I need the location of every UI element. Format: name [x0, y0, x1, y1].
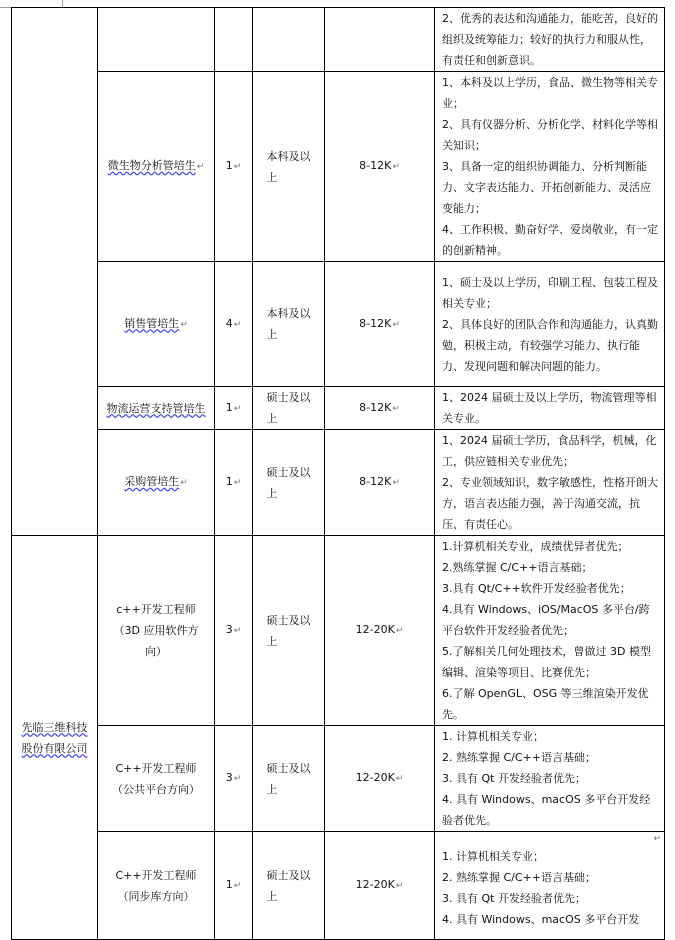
- requirement-item: 4. 具有 Windows、macOS 多平台开发: [442, 913, 640, 926]
- requirement-item: 3、具备一定的组织协调能力、分析判断能力、文字表达能力、开拓创新能力、灵活应变能力；: [442, 160, 651, 215]
- requirement-item: 2.熟练掌握 C/C++语言基础；: [442, 561, 593, 574]
- count-cell: 1↵: [215, 387, 253, 430]
- requirement-item: 6.了解 OpenGL、OSG 等三维渲染开发优先。: [442, 687, 649, 721]
- cell-end-mark: ↵: [653, 834, 661, 844]
- education-cell: [253, 726, 325, 832]
- salary-cell: 8-12K↵: [325, 430, 435, 536]
- headcount: 1: [225, 878, 233, 891]
- count-cell: 1↵: [215, 832, 253, 940]
- requirements-list: [435, 536, 664, 725]
- headcount: 1: [225, 159, 233, 172]
- job-table: [11, 7, 665, 940]
- requirements-list: [435, 430, 664, 535]
- position-cell: [98, 726, 215, 832]
- count-cell: 3↵: [215, 536, 253, 726]
- salary-range: 8-12K: [359, 159, 392, 172]
- requirements-cell: [435, 8, 665, 72]
- requirement-item: 2、具体良好的团队合作和沟通能力，认真勤勉，积极主动，有较强学习能力、执行能力、发现问题和解决问题的能力。: [442, 317, 658, 373]
- requirement-item: 3. 具有 Qt 开发经验者优先；: [442, 892, 586, 905]
- requirements-cell: [435, 536, 665, 726]
- table-row: [12, 536, 665, 726]
- requirement-item: 1. 计算机相关专业；: [442, 730, 544, 743]
- headcount: 3: [225, 771, 233, 784]
- salary-range: 12-20K: [355, 878, 395, 891]
- salary-cell: 12-20K↵: [325, 536, 435, 726]
- count-cell: 4↵: [215, 262, 253, 387]
- position-cell: 采购管培生↵: [98, 430, 215, 536]
- count-cell: 1↵: [215, 430, 253, 536]
- education-cell: [253, 430, 325, 536]
- count-cell: 1↵: [215, 72, 253, 262]
- requirements-cell: [435, 72, 665, 262]
- requirement-item: 1、硕士及以上学历，印刷工程、包装工程及相关专业；: [442, 275, 658, 310]
- position-title: 物流运营支持管培生: [106, 401, 206, 415]
- count-cell: 3↵: [215, 726, 253, 832]
- education-cell: [253, 536, 325, 726]
- count-cell: [215, 8, 253, 72]
- requirement-item: 3. 具有 Qt 开发经验者优先；: [442, 772, 586, 785]
- position-cell: 微生物分析管培生↵: [98, 72, 215, 262]
- company-cell-prev: [12, 8, 98, 536]
- salary-cell: [325, 8, 435, 72]
- requirement-item: 4.具有 Windows、iOS/MacOS 多平台/跨平台软件开发经验者优先；: [442, 603, 650, 637]
- table-row: [12, 387, 665, 430]
- table-row: [12, 262, 665, 387]
- headcount: 3: [225, 623, 233, 636]
- education-requirement: 硕士及以上: [266, 613, 311, 648]
- requirements-list: [435, 846, 664, 930]
- position-cell: [98, 8, 215, 72]
- position-title: C++开发工程师（公共平台方向）: [112, 761, 200, 796]
- position-title: 微生物分析管培生: [107, 159, 196, 172]
- requirement-item: 1. 计算机相关专业；: [442, 850, 544, 863]
- education-requirement: 硕士及以上: [266, 391, 311, 425]
- salary-range: 8-12K: [359, 400, 392, 414]
- company-name: 先临三维科技股份有限公司: [21, 720, 88, 755]
- education-requirement: 本科及以上: [266, 149, 311, 184]
- position-cell: [98, 387, 215, 430]
- requirement-item: 4. 具有 Windows、macOS 多平台开发经验者优先。: [442, 793, 651, 827]
- requirement-item: 2. 熟练掌握 C/C++语言基础；: [442, 871, 596, 884]
- position-title: 销售管培生: [124, 316, 180, 330]
- company-cell: [12, 536, 98, 940]
- salary-range: 8-12K: [359, 475, 392, 488]
- table-row: [12, 832, 665, 940]
- requirements-list: [435, 8, 664, 71]
- requirements-cell: [435, 387, 665, 430]
- salary-cell: 8-12K↵: [325, 387, 435, 430]
- education-cell: [253, 8, 325, 72]
- salary-cell: 12-20K↵: [325, 726, 435, 832]
- requirement-item: 1、2024 届硕士学历，食品科学，机械，化工，供应链相关专业优先；: [442, 434, 657, 468]
- headcount: 1: [225, 475, 233, 488]
- requirement-item: 1、本科及以上学历，食品、微生物等相关专业；: [442, 76, 658, 110]
- table-row: [12, 726, 665, 832]
- requirements-list: [435, 726, 664, 831]
- education-requirement: 硕士及以上: [266, 868, 311, 903]
- position-title: C++开发工程师（同步库方向）: [115, 868, 197, 903]
- requirement-item: 4、工作积极、勤奋好学、爱岗敬业，有一定的创新精神。: [442, 223, 658, 257]
- education-cell: [253, 262, 325, 387]
- requirement-item: 2、具有仪器分析、分析化学、材料化学等相关知识；: [442, 118, 658, 152]
- headcount: 4: [225, 316, 233, 330]
- salary-cell: 8-12K↵: [325, 262, 435, 387]
- position-title: 采购管培生: [124, 475, 180, 488]
- education-requirement: 硕士及以上: [266, 465, 311, 500]
- requirement-item: 1、2024 届硕士及以上学历，物流管理等相关专业。: [442, 391, 657, 425]
- education-cell: [253, 832, 325, 940]
- salary-cell: 12-20K↵: [325, 832, 435, 940]
- position-cell: [98, 536, 215, 726]
- table-row: [12, 8, 665, 72]
- education-cell: [253, 387, 325, 430]
- education-requirement: 硕士及以上: [266, 761, 311, 796]
- requirement-item: 3.具有 Qt/C++软件开发经验者优先；: [442, 582, 631, 595]
- education-requirement: 本科及以上: [266, 307, 311, 341]
- requirements-cell: [435, 262, 665, 387]
- position-cell: [98, 832, 215, 940]
- table-row: [12, 72, 665, 262]
- salary-range: 12-20K: [355, 623, 395, 636]
- headcount: 1: [225, 400, 233, 414]
- salary-range: 8-12K: [359, 316, 392, 330]
- requirements-list: [435, 72, 664, 261]
- requirement-item: 5.了解相关几何处理技术，曾做过 3D 模型编辑、渲染等项目、比赛优先；: [442, 645, 651, 679]
- position-cell: 销售管培生↵: [98, 262, 215, 387]
- position-title: c++开发工程师（3D 应用软件方向）: [113, 603, 199, 658]
- salary-range: 12-20K: [355, 771, 395, 784]
- requirements-cell: [435, 430, 665, 536]
- requirement-item: 2、优秀的表达和沟通能力，能吃苦，良好的组织及统筹能力；较好的执行力和服从性，有责任和创新意识。: [442, 12, 658, 67]
- requirement-item: 1.计算机相关专业，成绩优异者优先；: [442, 540, 629, 553]
- salary-cell: 8-12K↵: [325, 72, 435, 262]
- requirements-list: [435, 272, 664, 377]
- requirements-list: [435, 387, 664, 429]
- requirements-cell: [435, 832, 665, 940]
- table-row: [12, 430, 665, 536]
- requirement-item: 2. 熟练掌握 C/C++语言基础；: [442, 751, 596, 764]
- requirements-cell: [435, 726, 665, 832]
- education-cell: [253, 72, 325, 262]
- requirement-item: 2、专业领域知识，数字敏感性，性格开朗大方，语言表达能力强，善于沟通交流，抗压、有责任心。: [442, 476, 658, 531]
